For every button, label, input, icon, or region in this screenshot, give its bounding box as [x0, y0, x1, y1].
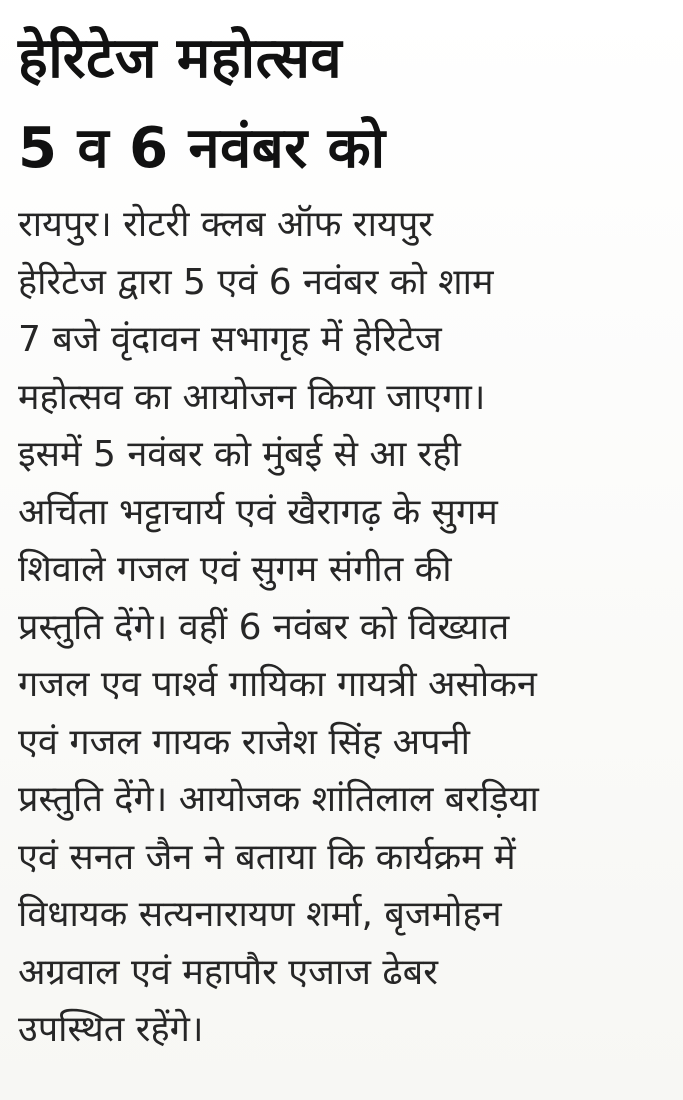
body-line: शिवाले गजल एवं सुगम संगीत की: [18, 549, 452, 590]
body-line: हेरिटेज द्वारा 5 एवं 6 नवंबर को शाम: [18, 261, 494, 303]
headline: [18, 14, 658, 194]
headline-line: हेरिटेज महोत्सव: [18, 26, 343, 91]
article-body: [18, 196, 668, 1059]
body-line: अग्रवाल एवं महापौर एजाज ढेबर: [18, 951, 438, 993]
body-line: अर्चिता भट्टाचार्य एवं खैरागढ़ के सुगम: [18, 491, 498, 533]
body-line: 7 बजे वृंदावन सभागृह में हेरिटेज: [18, 319, 442, 360]
body-line: विधायक सत्यनारायण शर्मा, बृजमोहन: [18, 894, 502, 935]
body-line: एवं सनत जैन ने बताया कि कार्यक्रम में: [18, 836, 516, 878]
headline-line: 5 व 6 नवंबर को: [18, 116, 386, 181]
body-line: महोत्सव का आयोजन किया जाएगा।: [18, 376, 486, 418]
body-line: गजल एव पार्श्व गायिका गायत्री असोकन: [18, 664, 537, 705]
body-line: प्रस्तुति देंगे। आयोजक शांतिलाल बरड़िया: [18, 779, 539, 820]
body-line: एवं गजल गायक राजेश सिंह अपनी: [18, 721, 470, 763]
body-line: इसमें 5 नवंबर को मुंबई से आ रही: [18, 434, 461, 475]
body-line: प्रस्तुति देंगे। वहीं 6 नवंबर को विख्यात: [18, 606, 510, 648]
body-line: उपस्थित रहेंगे।: [18, 1009, 204, 1050]
body-line: रायपुर। रोटरी क्लब ऑफ रायपुर: [18, 204, 434, 245]
